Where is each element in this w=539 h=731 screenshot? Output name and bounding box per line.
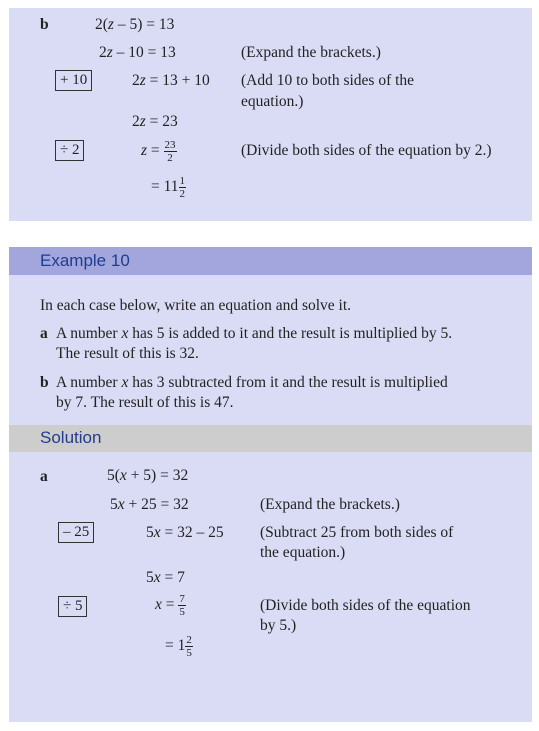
- question-a-label: a: [40, 325, 48, 342]
- fraction-denominator: 5: [179, 605, 185, 618]
- question-b-text: A number x has 3 subtracted from it and the result is multiplied: [56, 374, 448, 391]
- equation-lhs: = 1: [165, 637, 186, 654]
- equation-line: 2(z – 5) = 13: [95, 16, 175, 33]
- equation-line: [141, 138, 177, 164]
- operation-box: ÷ 5: [58, 596, 87, 617]
- example-intro: In each case below, write an equation and solve it.: [40, 297, 352, 314]
- question-a-text: The result of this is 32.: [56, 345, 199, 362]
- equation-line: 2z = 23: [132, 113, 178, 130]
- fraction-numerator: 7: [179, 592, 185, 605]
- equation-line: [155, 592, 186, 618]
- fraction-numerator: 2: [186, 633, 192, 646]
- equation-line: [165, 633, 193, 659]
- solution-title: Solution: [40, 428, 102, 447]
- step-note: equation.): [241, 93, 304, 110]
- example-panel: [9, 247, 532, 722]
- fraction: [179, 175, 187, 200]
- question-b-label: b: [40, 374, 49, 391]
- solution-part-label: a: [40, 468, 48, 485]
- equation-lhs: z =: [141, 142, 160, 159]
- step-note: (Subtract 25 from both sides of: [260, 524, 454, 541]
- fraction-denominator: 5: [186, 646, 192, 659]
- step-note: by 5.): [260, 617, 297, 634]
- fraction-numerator: 23: [164, 138, 176, 151]
- equation-lhs: x =: [155, 596, 175, 613]
- equation-line: 5x = 7: [146, 569, 185, 586]
- step-note: (Divide both sides of the equation: [260, 597, 471, 614]
- step-note: (Expand the brackets.): [260, 496, 400, 513]
- fraction: [178, 593, 186, 618]
- equation-line: 2z = 13 + 10: [132, 72, 210, 89]
- equation-line: 5(x + 5) = 32: [107, 467, 189, 484]
- fraction-denominator: 2: [167, 151, 173, 164]
- fraction: [164, 139, 177, 164]
- fraction-denominator: 2: [179, 187, 186, 200]
- part-b-label: b: [40, 16, 49, 33]
- operation-box: + 10: [55, 70, 92, 91]
- worked-solution-panel: [9, 8, 532, 221]
- fraction: [185, 634, 193, 659]
- example-title-bar: [9, 247, 532, 275]
- operation-box: ÷ 2: [55, 140, 84, 161]
- equation-lhs: = 11: [151, 178, 179, 195]
- operation-box: – 25: [58, 522, 94, 543]
- equation-line: 5x = 32 – 25: [146, 524, 224, 541]
- step-note: (Add 10 to both sides of the: [241, 72, 415, 89]
- equation-line: 5x + 25 = 32: [110, 496, 189, 513]
- solution-title-bar: [9, 425, 532, 452]
- fraction-numerator: 1: [179, 174, 186, 187]
- example-title: Example 10: [40, 251, 130, 270]
- step-note: (Expand the brackets.): [241, 44, 381, 61]
- step-note: the equation.): [260, 544, 346, 561]
- equation-line: 2z – 10 = 13: [99, 44, 176, 61]
- step-note: (Divide both sides of the equation by 2.): [241, 142, 492, 159]
- question-b-text: by 7. The result of this is 47.: [56, 394, 234, 411]
- question-a-text: A number x has 5 is added to it and the result is multiplied by 5.: [56, 325, 453, 342]
- equation-line: [151, 174, 186, 200]
